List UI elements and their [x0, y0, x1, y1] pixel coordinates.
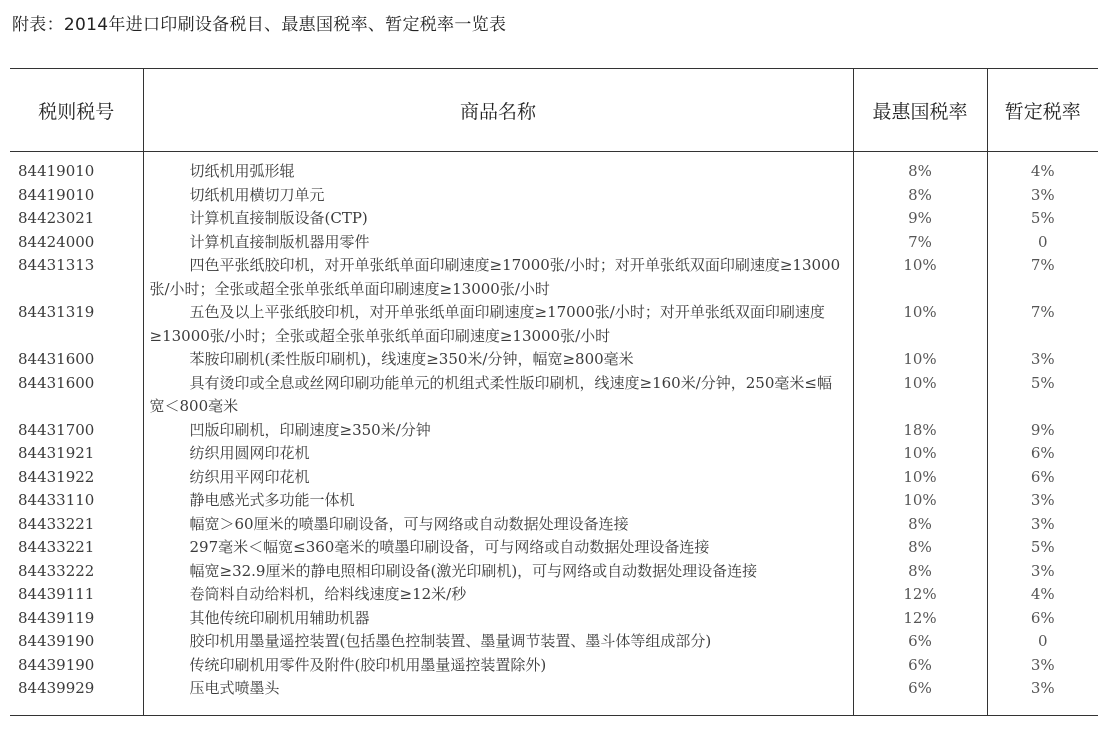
table-row: [10, 231, 1098, 255]
provisional-rate-cell: 0: [987, 231, 1098, 255]
header-mfn-rate: 最惠国税率: [853, 69, 987, 152]
product-name-cell: 计算机直接制版设备(CTP): [143, 207, 853, 231]
table-row: [10, 372, 1098, 419]
table-row: [10, 489, 1098, 513]
tariff-code-cell: 84419010: [18, 185, 95, 204]
tariff-code-cell: 84433221: [18, 514, 95, 533]
header-tariff-code: 税则税号: [10, 69, 143, 152]
provisional-rate-cell: 3%: [987, 348, 1098, 372]
tariff-code-cell: 84439190: [18, 655, 95, 674]
table-row: [10, 348, 1098, 372]
tariff-code-cell: 84439929: [18, 679, 95, 697]
product-name-cell: 四色平张纸胶印机，对开单张纸单面印刷速度≥17000张/小时；对开单张纸双面印刷速度≥13000张/小时；全张或超全张单张纸单面印刷速度≥13000张/小时: [143, 254, 853, 301]
provisional-rate-cell: 6%: [987, 442, 1098, 466]
table-row: [10, 466, 1098, 490]
product-name-cell: 切纸机用弧形辊: [143, 152, 853, 184]
tariff-code-cell: 84431600: [18, 373, 95, 392]
mfn-rate-cell: 9%: [853, 207, 987, 231]
mfn-rate-cell: 8%: [853, 560, 987, 584]
provisional-rate-cell: 4%: [987, 583, 1098, 607]
product-name-cell: 幅宽≥32.9厘米的静电照相印刷设备(激光印刷机)，可与网络或自动数据处理设备连接: [143, 560, 853, 584]
product-name-cell: 具有烫印或全息或丝网印刷功能单元的机组式柔性版印刷机，线速度≥160米/分钟，250毫米≤幅宽＜800毫米: [143, 372, 853, 419]
provisional-rate-cell: 5%: [987, 536, 1098, 560]
table-row: [10, 630, 1098, 654]
mfn-rate-cell: 8%: [853, 152, 987, 184]
tariff-code-cell: 84419010: [18, 162, 95, 180]
mfn-rate-cell: 6%: [853, 630, 987, 654]
mfn-rate-cell: 10%: [853, 301, 987, 348]
mfn-rate-cell: 8%: [853, 184, 987, 208]
mfn-rate-cell: 12%: [853, 583, 987, 607]
tariff-rate-table: [10, 68, 1098, 716]
provisional-rate-cell: 4%: [987, 152, 1098, 184]
provisional-rate-cell: 3%: [987, 560, 1098, 584]
provisional-rate-cell: 5%: [987, 372, 1098, 419]
table-row: [10, 513, 1098, 537]
tariff-code-cell: 84439190: [18, 632, 95, 650]
table-row: [10, 207, 1098, 231]
table-row: [10, 583, 1098, 607]
product-name-cell: 其他传统印刷机用辅助机器: [143, 607, 853, 631]
provisional-rate-cell: 6%: [987, 466, 1098, 490]
table-row: [10, 560, 1098, 584]
provisional-rate-cell: 6%: [987, 607, 1098, 631]
tariff-code-cell: 84431700: [18, 420, 95, 439]
tariff-code-cell: 84439111: [18, 585, 95, 603]
product-name-cell: 胶印机用墨量遥控装置(包括墨色控制装置、墨量调节装置、墨斗体等组成部分): [143, 630, 853, 654]
provisional-rate-cell: 9%: [987, 419, 1098, 443]
page-title: 附表：2014年进口印刷设备税目、最惠国税率、暂定税率一览表: [12, 15, 507, 35]
mfn-rate-cell: 12%: [853, 607, 987, 631]
mfn-rate-cell: 10%: [853, 466, 987, 490]
tariff-code-cell: 84431600: [18, 350, 95, 368]
provisional-rate-cell: 7%: [987, 254, 1098, 301]
mfn-rate-cell: 10%: [853, 442, 987, 466]
tariff-code-cell: 84424000: [18, 232, 95, 251]
product-name-cell: 纺织用平网印花机: [143, 466, 853, 490]
tariff-code-cell: 84439119: [18, 608, 95, 627]
product-name-cell: 苯胺印刷机(柔性版印刷机)，线速度≥350米/分钟，幅宽≥800毫米: [143, 348, 853, 372]
product-name-cell: 凹版印刷机，印刷速度≥350米/分钟: [143, 419, 853, 443]
mfn-rate-cell: 18%: [853, 419, 987, 443]
table-row: [10, 536, 1098, 560]
product-name-cell: 静电感光式多功能一体机: [143, 489, 853, 513]
tariff-code-cell: 84431921: [18, 444, 95, 462]
mfn-rate-cell: 10%: [853, 489, 987, 513]
mfn-rate-cell: 6%: [853, 654, 987, 678]
provisional-rate-cell: 3%: [987, 489, 1098, 513]
provisional-rate-cell: 7%: [987, 301, 1098, 348]
provisional-rate-cell: 5%: [987, 207, 1098, 231]
table-row: [10, 152, 1098, 184]
mfn-rate-cell: 8%: [853, 536, 987, 560]
table-row: [10, 254, 1098, 301]
product-name-cell: 切纸机用横切刀单元: [143, 184, 853, 208]
header-product-name: 商品名称: [143, 69, 853, 152]
tariff-code-cell: 84433110: [18, 491, 95, 509]
table-row: [10, 677, 1098, 715]
provisional-rate-cell: 3%: [987, 184, 1098, 208]
provisional-rate-cell: 3%: [987, 677, 1098, 715]
product-name-cell: 297毫米＜幅宽≤360毫米的喷墨印刷设备，可与网络或自动数据处理设备连接: [143, 536, 853, 560]
product-name-cell: 传统印刷机用零件及附件(胶印机用墨量遥控装置除外): [143, 654, 853, 678]
provisional-rate-cell: 3%: [987, 654, 1098, 678]
provisional-rate-cell: 0: [987, 630, 1098, 654]
tariff-code-cell: 84433222: [18, 561, 95, 580]
mfn-rate-cell: 6%: [853, 677, 987, 715]
product-name-cell: 纺织用圆网印花机: [143, 442, 853, 466]
product-name-cell: 五色及以上平张纸胶印机，对开单张纸单面印刷速度≥17000张/小时；对开单张纸双面印刷速度≥13000张/小时；全张或超全张单张纸单面印刷速度≥13000张/小时: [143, 301, 853, 348]
tariff-code-cell: 84431319: [18, 303, 95, 321]
product-name-cell: 卷筒料自动给料机，给料线速度≥12米/秒: [143, 583, 853, 607]
tariff-code-cell: 84433221: [18, 538, 95, 556]
table-row: [10, 301, 1098, 348]
mfn-rate-cell: 10%: [853, 348, 987, 372]
table-row: [10, 607, 1098, 631]
product-name-cell: 计算机直接制版机器用零件: [143, 231, 853, 255]
table-row: [10, 442, 1098, 466]
product-name-cell: 压电式喷墨头: [143, 677, 853, 715]
tariff-code-cell: 84431922: [18, 467, 95, 486]
table-row: [10, 419, 1098, 443]
tariff-code-cell: 84423021: [18, 209, 95, 227]
table-row: [10, 184, 1098, 208]
tariff-code-cell: 84431313: [18, 256, 95, 274]
mfn-rate-cell: 8%: [853, 513, 987, 537]
mfn-rate-cell: 10%: [853, 254, 987, 301]
table-header-row: [10, 69, 1098, 152]
product-name-cell: 幅宽＞60厘米的喷墨印刷设备，可与网络或自动数据处理设备连接: [143, 513, 853, 537]
table-row: [10, 654, 1098, 678]
mfn-rate-cell: 10%: [853, 372, 987, 419]
header-provisional-rate: 暂定税率: [987, 69, 1098, 152]
provisional-rate-cell: 3%: [987, 513, 1098, 537]
mfn-rate-cell: 7%: [853, 231, 987, 255]
